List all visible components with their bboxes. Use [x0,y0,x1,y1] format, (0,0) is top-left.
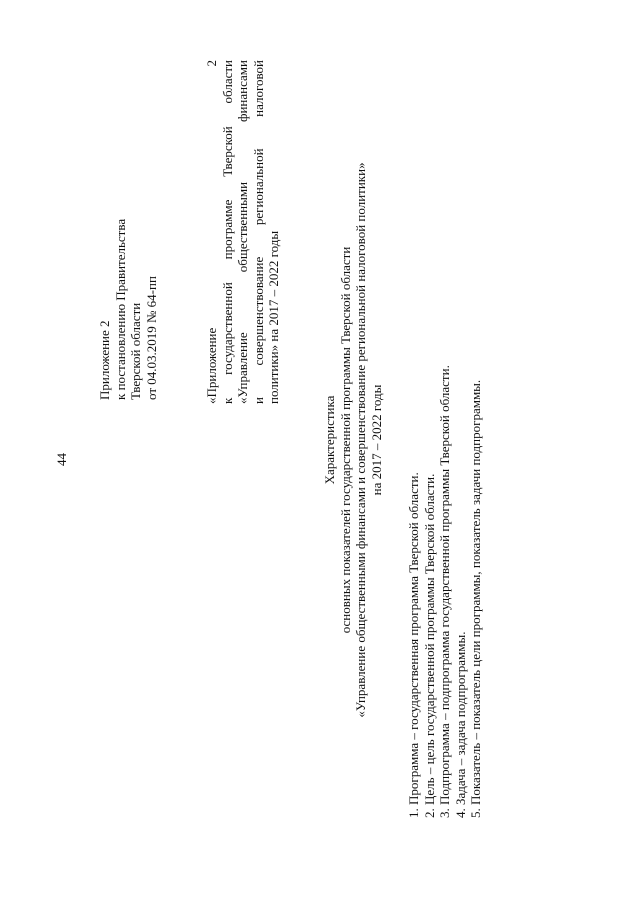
document-title [322,60,384,820]
title-line: Характеристика [322,395,337,485]
appendix-line: и совершенствование региональной налоговой [250,60,266,404]
list-item: 1. Программа – государственная программа Тверской области. [406,472,421,818]
appendix-line: к государственной программе Тверской области [219,60,235,404]
appendix-government-block [97,180,159,400]
list-item: 5. Показатель – показатель цели программы, показатель задачи подпрограммы. [468,379,483,818]
appendix-line: «Управление общественными финансами [235,60,250,404]
list-item: 3. Подпрограмма – подпрограмма государственной программы Тверской области. [437,365,452,818]
title-line: «Управление общественными финансами и совершенствование региональной налоговой политики» [353,162,368,718]
page-number: 44 [54,453,69,466]
appendix-program-block [204,60,282,404]
title-line: основных показателей государственной программы Тверской области [337,246,353,634]
list-item: 2. Цель – цель государственной программы Тверской области. [421,473,437,818]
appendix-line: политики» на 2017 – 2022 годы [266,230,281,404]
appendix-line: Тверской области [128,302,143,400]
definitions-list [406,318,484,818]
list-item: 4. Задача – задача подпрограммы. [452,631,468,818]
appendix-line: от 04.03.2019 № 64-пп [143,276,159,400]
title-line: на 2017 – 2022 годы [368,384,384,496]
appendix-line: «Приложение 2 [204,60,219,404]
appendix-line: к постановлению Правительства [112,218,128,400]
appendix-line: Приложение 2 [97,320,112,400]
